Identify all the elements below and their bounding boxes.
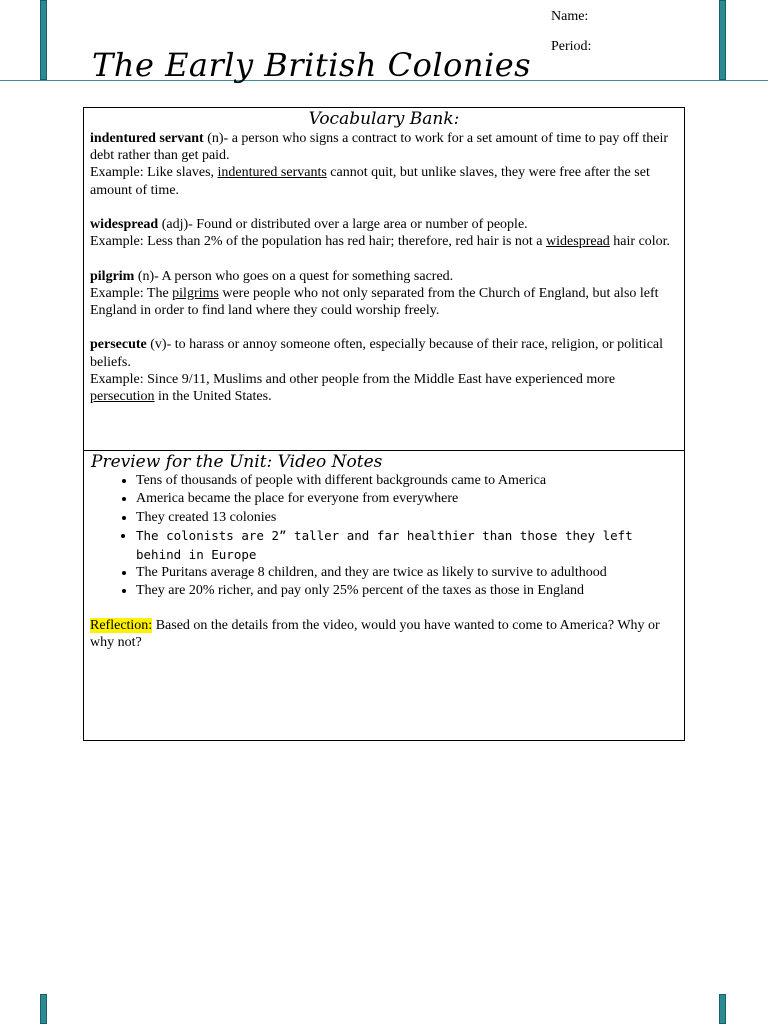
vocabulary-list	[84, 130, 684, 405]
vocab-example: Example: Less than 2% of the population has red hair; therefore, red hair is not a	[90, 234, 547, 250]
vocab-example-underlined: widespread	[546, 234, 610, 250]
list-item: • Tens of thousands of people with different backgrounds came to America	[136, 472, 684, 490]
right-bottom-bar	[719, 994, 726, 1024]
preview-box	[83, 450, 685, 741]
vocab-term: persecute	[90, 337, 147, 353]
period-label: Period:	[551, 39, 592, 54]
vocab-definition: (n)- A person who goes on a quest for something sacred.	[134, 268, 454, 284]
vocab-example: Example: Like slaves,	[90, 165, 218, 181]
vocab-entry-pilgrim	[90, 268, 678, 320]
vocab-example-end: were people who not only separated from the Church of England, but also left England in order to find land where they could worship freely.	[90, 285, 659, 318]
reflection-label: Reflection:	[90, 617, 153, 633]
vocab-definition: (adj)- Found or distributed over a large area or number of people.	[158, 217, 528, 232]
list-item: • They created 13 colonies	[136, 509, 684, 527]
reflection-prompt	[84, 617, 684, 651]
preview-heading: Preview for the Unit: Video Notes	[91, 452, 383, 472]
vocab-entry-widespread	[90, 216, 678, 250]
page-title: The Early British Colonies	[92, 46, 532, 84]
vocab-entry-persecute	[90, 336, 678, 405]
vocab-example-underlined: persecution	[90, 389, 155, 404]
vocab-example-underlined: pilgrims	[172, 285, 219, 301]
vocab-entry-indentured-servant	[90, 130, 678, 199]
vocabulary-heading: Vocabulary Bank:	[308, 109, 460, 129]
vocab-term: indentured servant	[90, 131, 204, 146]
vocab-example-underlined: indentured servants	[217, 165, 327, 181]
right-top-bar	[719, 0, 726, 80]
left-top-bar	[40, 0, 47, 80]
vocab-term: widespread	[90, 217, 159, 232]
vocab-example-end: cannot quit, but unlike slaves, they were free after the set amount of time.	[90, 165, 650, 198]
vocab-definition: (v)- to harass or annoy someone often, especially because of their race, religion, or political beliefs.	[90, 337, 664, 370]
list-item: • The Puritans average 8 children, and they are twice as likely to survive to adulthood	[136, 564, 684, 582]
video-notes-list	[84, 472, 684, 601]
vocab-definition: (n)- a person who signs a contract to work for a set amount of time to pay off their debt rather than get paid.	[90, 131, 669, 164]
list-item: • The colonists are 2” taller and far healthier than those they left behind in Europe	[136, 527, 684, 564]
name-label: Name:	[551, 9, 589, 24]
list-item: • America became the place for everyone from everywhere	[136, 490, 684, 508]
vocabulary-box	[83, 107, 685, 451]
vocab-example: Example: Since 9/11, Muslims and other people from the Middle East have experienced more	[90, 371, 616, 387]
vocab-example-end: in the United States.	[154, 389, 272, 404]
vocab-term: pilgrim	[90, 268, 135, 284]
list-item: • They are 20% richer, and pay only 25% percent of the taxes as those in England	[136, 582, 684, 600]
reflection-question: Based on the details from the video, would you have wanted to come to America? Why or why not?	[90, 617, 660, 651]
vocab-example: Example: The	[90, 285, 173, 301]
left-bottom-bar	[40, 994, 47, 1024]
vocab-example-end: hair color.	[609, 234, 671, 250]
